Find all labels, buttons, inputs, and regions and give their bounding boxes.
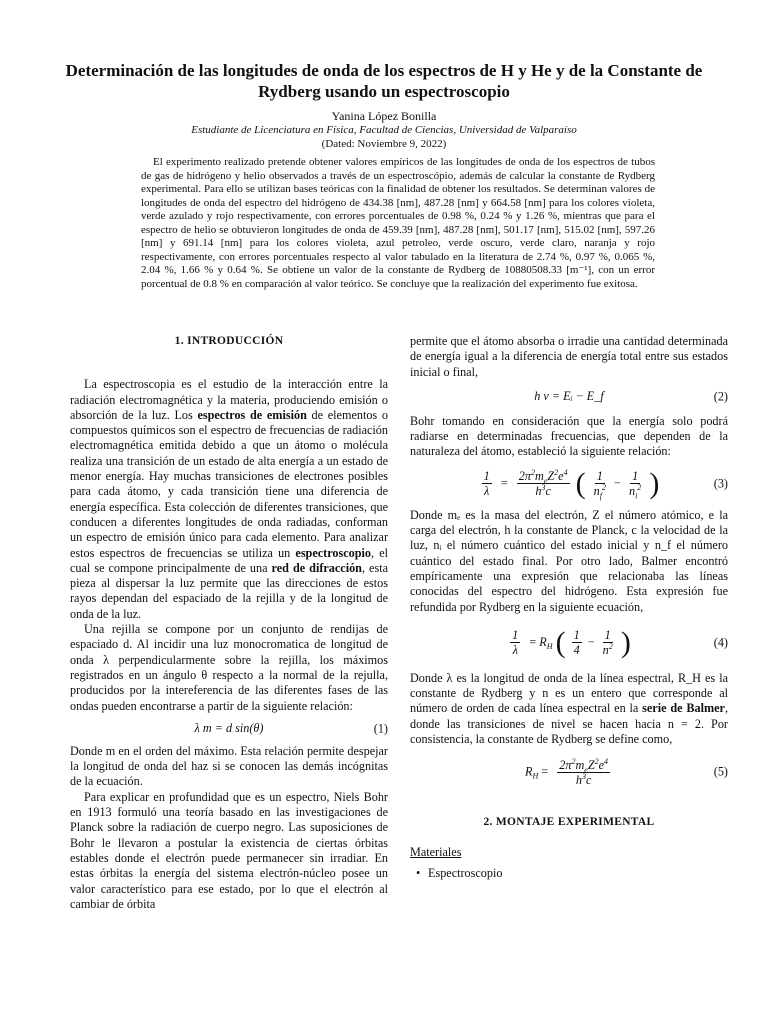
equation-3-body: $\frac{1}{\lambda}$ = $\frac{2\pi^2m_eZ^2e^4}{h^3c}$ ( $\frac{1}{n_f^2}$ − $\frac{1}{n_i^2}$ ) xyxy=(483,466,660,501)
equation-4-body: $\frac{1}{\lambda}$ = $R_H$ ( $\frac{1}{4}$ − $\frac{1}{n^2}$ ) xyxy=(512,625,631,659)
term-serie-balmer: serie de Balmer xyxy=(642,701,725,716)
text-run: La espectroscopia es el estudio de la interacción entre la radiación electromagnética y la materia, produciendo emisión o absorción de la luz. Los xyxy=(70,377,388,422)
right-paragraph-2: Bohr tomando en consideración que la energía solo podrá radiarse en determinadas frecuencias, que dependen de la naturaleza del átomo, estableció la siguiente relación: xyxy=(410,413,728,459)
equation-1-body: λ m = d sin(θ) xyxy=(194,721,264,736)
equation-2 xyxy=(410,380,728,414)
author-affiliation: Estudiante de Licenciatura en Física, Facultad de Ciencias, Universidad de Valparaíso xyxy=(191,124,577,136)
intro-paragraph-4: Para explicar en profundidad que es un espectro, Niels Bohr en 1913 formuló una teoría basado en las investigaciones de Planck sobre la radiación de cuerpo negro. Las suposiciones de Bohr le llevaron a postular la existencia de ciertas órbitas estables donde el electrón puede permanecer sin irradiar. En estas órbitas la energía del sistema electrón-núcleo posee un valor característico para ese estado, por lo que el electrón al cambiar de órbita xyxy=(70,789,388,911)
paper-title: Determinación de las longitudes de onda de los espectros de H y He y de la Constante de Rydberg usando un espectroscopio xyxy=(65,61,703,101)
subheading-materiales: Materiales xyxy=(410,844,462,859)
section-heading-montaje: 2. MONTAJE EXPERIMENTAL xyxy=(483,816,655,829)
text-run: , el cual se compone principalmente de una xyxy=(70,545,388,575)
equation-4 xyxy=(410,615,728,671)
list-item: • Espectroscopio xyxy=(410,866,728,881)
equation-3-number: (3) xyxy=(713,476,728,491)
text-run: de elementos o compuestos químicos son el espectro de frecuencias de radiación electromagnética emitida debido a que un átomo o molécula realiza una transición de un estado de alta energía a un estado de menor energía. Hay muchas transiciones de electrones posibles para cada átomo, y cada transición tiene una diferencia de energía específica. Esta colección de diferentes transiciones, que conducen a diferentes longitudes de onda radiadas, conforman un espectro de emisión único para cada elemento. Para analizar estos espectros de frecuencias se utiliza un xyxy=(70,407,388,560)
equation-5 xyxy=(410,747,728,797)
intro-paragraph-1 xyxy=(70,377,388,622)
equation-1 xyxy=(70,714,388,744)
intro-paragraph-2: Una rejilla se compone por un conjunto de rendijas de espaciado d. Al incidir una luz monocromatica de longitud de onda λ perpendicularmente sobre la rejilla, los máximos registrados en un ángulo θ respecto a la normal de la rejulla, producidos por la intereferencia de las diferentes fases de las ondas pueden encontrarse a partir de la siguiente relación: xyxy=(70,622,388,713)
right-column xyxy=(410,334,728,881)
equation-5-body: $R_H$ = $\frac{2\pi^2m_eZ^2e^4}{h^3c}$ xyxy=(524,756,609,787)
equation-3 xyxy=(410,460,728,508)
text-run: , esta pieza al dispersar la luz permite que las direcciones de estos rayos dependan del espaciado de la rejilla y de la longitud de onda de la luz. xyxy=(70,560,388,621)
equation-1-number: (1) xyxy=(373,721,388,736)
left-column xyxy=(70,334,388,912)
intro-paragraph-3: Donde m en el orden del máximo. Esta relación permite despejar la longitud de onda del haz si se conocen las demás incógnitas de la ecuación. xyxy=(70,743,388,789)
author-name: Yanina López Bonilla xyxy=(331,109,437,123)
text-run: Donde λ es la longitud de onda de la línea espectral, R_H es la constante de Rydberg y n es un entero que corresponde al número de orden de cada línea espectral en la xyxy=(410,670,728,716)
term-espectroscopio: espectroscopio xyxy=(295,545,372,560)
right-paragraph-1: permite que el átomo absorba o irradie una cantidad determinada de energía igual a la diferencia de energía total entre sus estados inicial o final, xyxy=(410,334,728,379)
section-heading-introduccion: 1. INTRODUCCIÓN xyxy=(174,335,284,347)
term-espectros-emision: espectros de emisión xyxy=(197,407,307,422)
date-line: (Dated: Noviembre 9, 2022) xyxy=(321,138,447,150)
right-paragraph-3: Donde mₑ es la masa del electrón, Z el número atómico, e la carga del electrón, h la constante de Planck, c la velocidad de la luz, nᵢ el número cuántico del estado inicial y n_f el número cuántico del estado final. Por otro lado, Balmer encontró empíricamente una expresión que relacionaba las líneas conocidas del espectro del hidrógeno. Esta expresión fue refundida por Rydberg en la siguiente ecuación, xyxy=(410,507,728,614)
equation-5-number: (5) xyxy=(713,764,728,779)
right-paragraph-4 xyxy=(410,671,728,747)
abstract: El experimento realizado pretende obtener valores empíricos de las longitudes de onda de los espectros de tubos de gas de hidrógeno y helio observados a través de un espectroscópio, además de calcular la constante de Rydberg experimental. Para ello se utilizan bases teóricas con la finalidad de obtener los resultados. Se determinan valores de longitudes de onda del espectro del hidrógeno de 434.38 [nm], 487.28 [nm] y 664.58 [nm] para los colores violeta, verde azulado y rojo respectivamente, con errores porcentuales de 0.98 %, 0.24 % y 1.26 %, mientras que para el espectro de helio se obtuvieron longitudes de onda de 459.39 [nm], 487.28 [nm], 501.17 [nm], 515.02 [nm], 597.26 [nm] y 691.14 [nm] para los colores violeta, azul petroleo, verde oscuro, verde claro, naranja y rojo respectivamente, con errores porcentuales respecto al valor tabulado en la literatura de 2.74 %, 0.97 %, 0.065 %, 2.04 %, 1.66 % y 0.64 %. Se obtiene un valor de la constante de Rydberg de 10880508.33 [m⁻¹], con un error porcentual de 0.8 % en comparación al valor teórico. Se concluye que la realización del experimento fue exitosa. xyxy=(141,156,655,290)
text-run: , donde las transiciones de nivel se hacen hacia n = 2. Por consistencia, la constante de Rydberg se define como, xyxy=(410,701,728,747)
term-red-difraccion: red de difracción xyxy=(271,560,362,575)
equation-2-number: (2) xyxy=(713,389,728,404)
equation-4-number: (4) xyxy=(713,635,728,650)
equation-2-body: h ν = Eᵢ − E_f xyxy=(534,389,604,404)
